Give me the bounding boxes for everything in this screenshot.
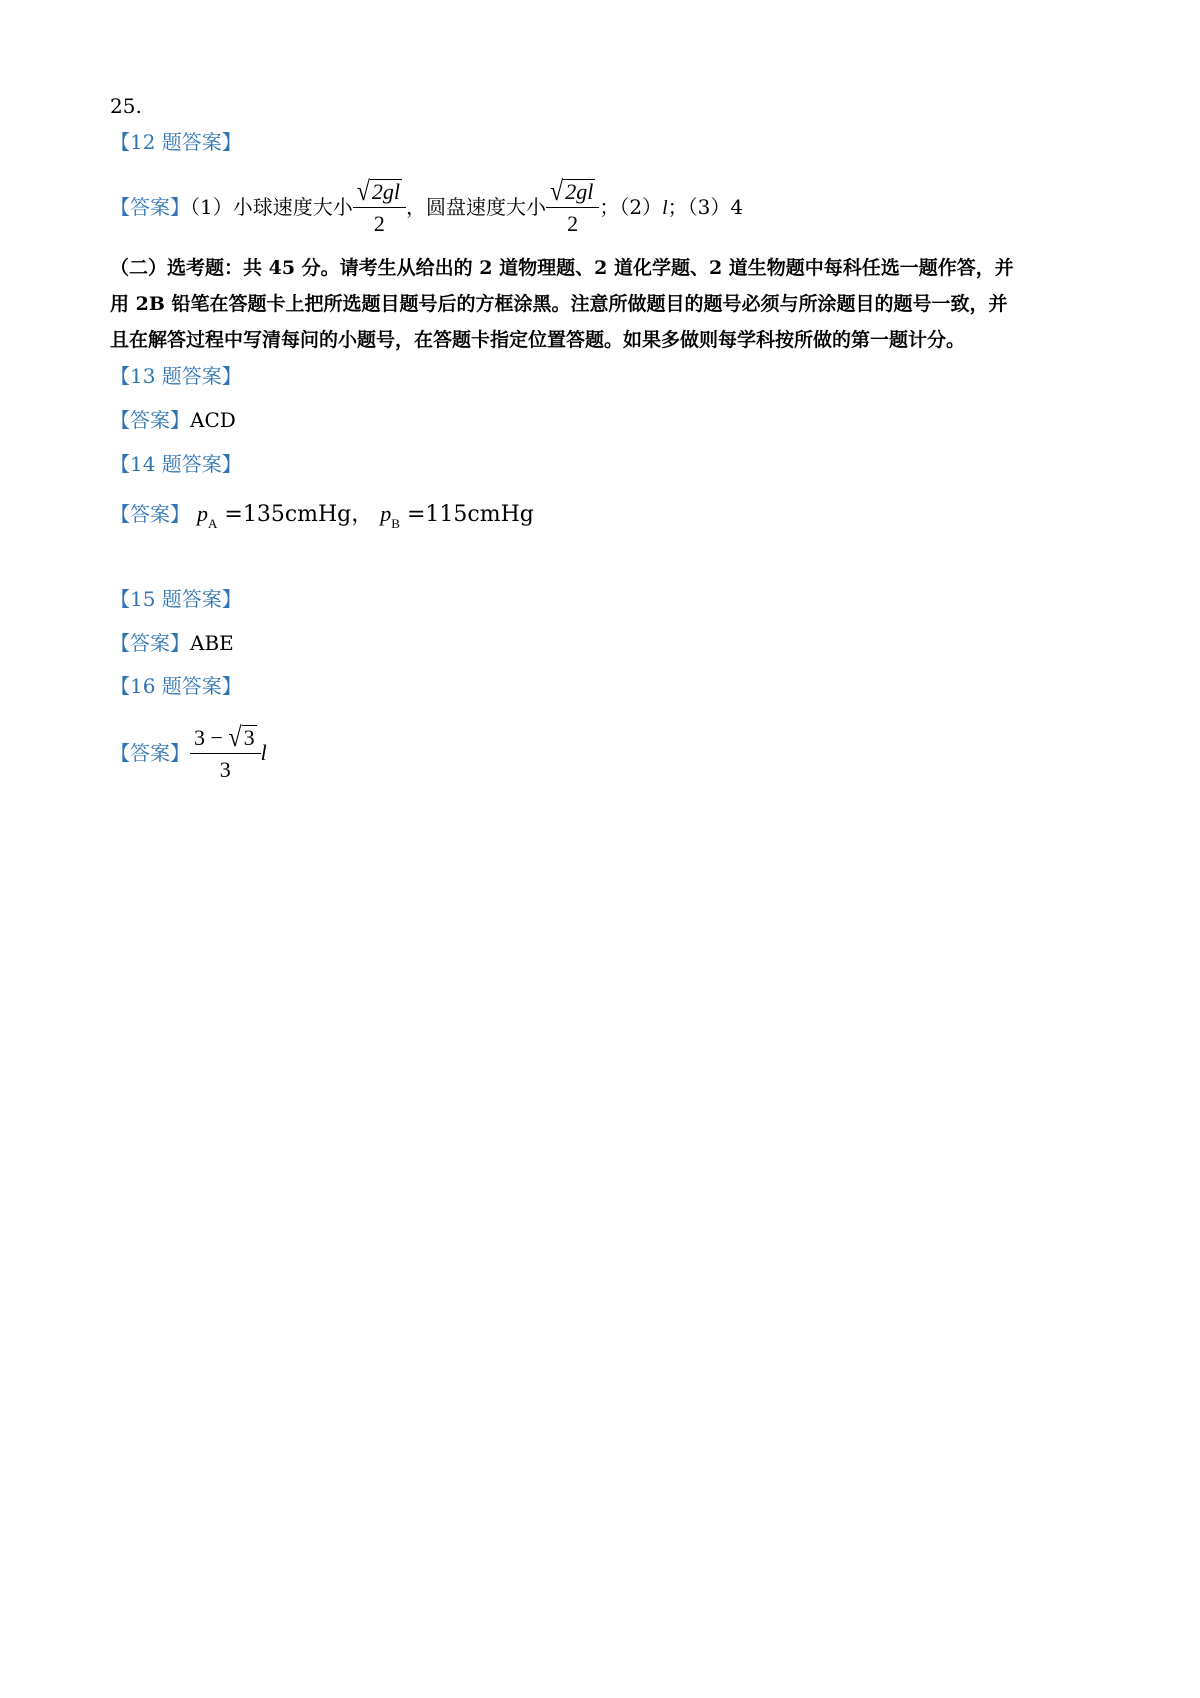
- variable-l: l: [662, 197, 668, 219]
- denominator: 2: [567, 211, 579, 236]
- answer-13: [110, 408, 236, 432]
- radicand: 3: [243, 725, 255, 750]
- fraction-sqrt-2gl-over-2: $\frac{√2gl}{2}$: [353, 179, 406, 238]
- denominator: 2: [373, 211, 385, 236]
- radicand: 2gl: [371, 179, 401, 204]
- radicand: 2gl: [565, 179, 594, 204]
- answer-label: 【答案】: [110, 741, 190, 765]
- answer-heading-12: 【12 题答案】: [110, 130, 242, 154]
- answer-12-part3a: ；（2）: [599, 195, 663, 219]
- answer-15-text: ABE: [190, 631, 234, 655]
- pressure-a-subscript: A: [208, 516, 218, 531]
- answer-12: [110, 172, 743, 242]
- answer-12-part2: ，圆盘速度大小: [406, 195, 547, 219]
- pressure-a-symbol: p: [197, 501, 208, 526]
- answer-16: [110, 720, 267, 786]
- variable-l: l: [260, 740, 267, 765]
- answer-label: 【答案】: [110, 408, 190, 432]
- pressure-b-subscript: B: [391, 516, 400, 531]
- answer-15: [110, 631, 234, 655]
- answer-label: 【答案】: [110, 631, 190, 655]
- answer-14: [110, 500, 534, 531]
- question-number-25: 25.: [110, 94, 142, 118]
- answer-label: 【答案】: [110, 195, 190, 219]
- section-line-2: 用 2B 铅笔在答题卡上把所选题目题号后的方框涂黑。注意所做题目的题号必须与所涂题目的题号一致，并: [110, 293, 1008, 315]
- answer-label: 【答案】: [110, 502, 190, 526]
- fraction-3-minus-sqrt3-over-3: $\frac{3 - √3}{3}$: [190, 725, 261, 784]
- answer-12-part1: （1）小球速度大小: [190, 195, 353, 219]
- denominator: 3: [219, 757, 231, 782]
- answer-heading-16: 【16 题答案】: [110, 674, 242, 698]
- pressure-b-value: =115cmHg: [406, 502, 534, 527]
- answer-12-part3b: ；（3）4: [667, 195, 744, 219]
- fraction-sqrt-2gl-over-2-second: $\frac{√2gl}{2}$: [546, 179, 599, 238]
- answer-heading-13: 【13 题答案】: [110, 364, 242, 388]
- answer-heading-15: 【15 题答案】: [110, 587, 242, 611]
- section-instructions: [110, 250, 1100, 358]
- separator: ，: [351, 502, 374, 527]
- section-line-1: （二）选考题：共 45 分。请考生从给出的 2 道物理题、2 道化学题、2 道生物题中每科任选一题作答，并: [110, 257, 1014, 279]
- answer-13-text: ACD: [190, 408, 236, 432]
- pressure-a-value: =135cmHg: [224, 502, 352, 527]
- section-line-3: 且在解答过程中写清每问的小题号，在答题卡指定位置答题。如果多做则每学科按所做的第一题计分。: [110, 329, 966, 351]
- answer-heading-14: 【14 题答案】: [110, 452, 242, 476]
- pressure-b-symbol: p: [380, 501, 392, 526]
- numerator-part: 3 −: [194, 725, 229, 750]
